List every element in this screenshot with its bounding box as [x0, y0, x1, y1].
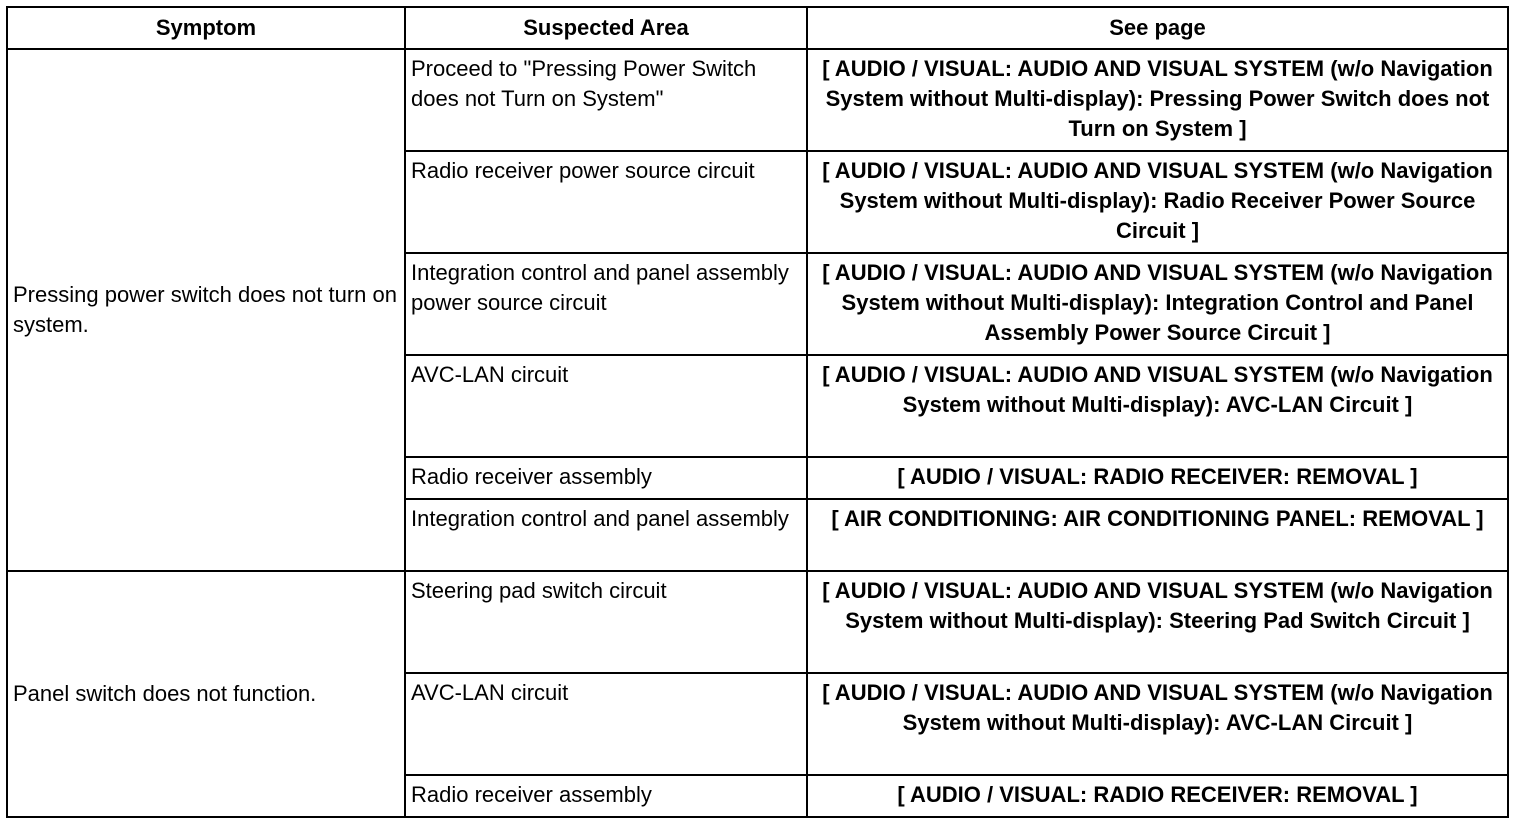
- symptom-cell: Pressing power switch does not turn on system.: [7, 49, 405, 571]
- troubleshooting-table-container: [6, 6, 1509, 818]
- see-page-link[interactable]: [ AUDIO / VISUAL: AUDIO AND VISUAL SYSTEM (w/o Navigation System without Multi-display): Steering Pad Switch Circuit ]: [807, 571, 1508, 673]
- table-header-row: [7, 7, 1508, 49]
- see-page-link[interactable]: [ AUDIO / VISUAL: RADIO RECEIVER: REMOVAL ]: [807, 457, 1508, 499]
- suspected-area-cell: Radio receiver power source circuit: [405, 151, 807, 253]
- troubleshooting-table: [6, 6, 1509, 818]
- suspected-area-cell: Radio receiver assembly: [405, 457, 807, 499]
- header-symptom: Symptom: [7, 7, 405, 49]
- suspected-area-cell: AVC-LAN circuit: [405, 355, 807, 457]
- suspected-area-cell: Integration control and panel assembly: [405, 499, 807, 571]
- table-row: [7, 49, 1508, 151]
- suspected-area-cell: Steering pad switch circuit: [405, 571, 807, 673]
- suspected-area-cell: Radio receiver assembly: [405, 775, 807, 817]
- see-page-link[interactable]: [ AIR CONDITIONING: AIR CONDITIONING PANEL: REMOVAL ]: [807, 499, 1508, 571]
- see-page-link[interactable]: [ AUDIO / VISUAL: AUDIO AND VISUAL SYSTEM (w/o Navigation System without Multi-display): Pressing Power Switch does not Turn on System ]: [807, 49, 1508, 151]
- header-see-page: See page: [807, 7, 1508, 49]
- symptom-cell: Panel switch does not function.: [7, 571, 405, 817]
- header-suspected-area: Suspected Area: [405, 7, 807, 49]
- suspected-area-cell: AVC-LAN circuit: [405, 673, 807, 775]
- table-row: [7, 571, 1508, 673]
- see-page-link[interactable]: [ AUDIO / VISUAL: RADIO RECEIVER: REMOVAL ]: [807, 775, 1508, 817]
- suspected-area-cell: Integration control and panel assembly power source circuit: [405, 253, 807, 355]
- see-page-link[interactable]: [ AUDIO / VISUAL: AUDIO AND VISUAL SYSTEM (w/o Navigation System without Multi-display): AVC-LAN Circuit ]: [807, 355, 1508, 457]
- see-page-link[interactable]: [ AUDIO / VISUAL: AUDIO AND VISUAL SYSTEM (w/o Navigation System without Multi-display): Radio Receiver Power Source Circuit ]: [807, 151, 1508, 253]
- suspected-area-cell: Proceed to "Pressing Power Switch does not Turn on System": [405, 49, 807, 151]
- see-page-link[interactable]: [ AUDIO / VISUAL: AUDIO AND VISUAL SYSTEM (w/o Navigation System without Multi-display): AVC-LAN Circuit ]: [807, 673, 1508, 775]
- see-page-link[interactable]: [ AUDIO / VISUAL: AUDIO AND VISUAL SYSTEM (w/o Navigation System without Multi-display): Integration Control and Panel Assembly Power Source Circuit ]: [807, 253, 1508, 355]
